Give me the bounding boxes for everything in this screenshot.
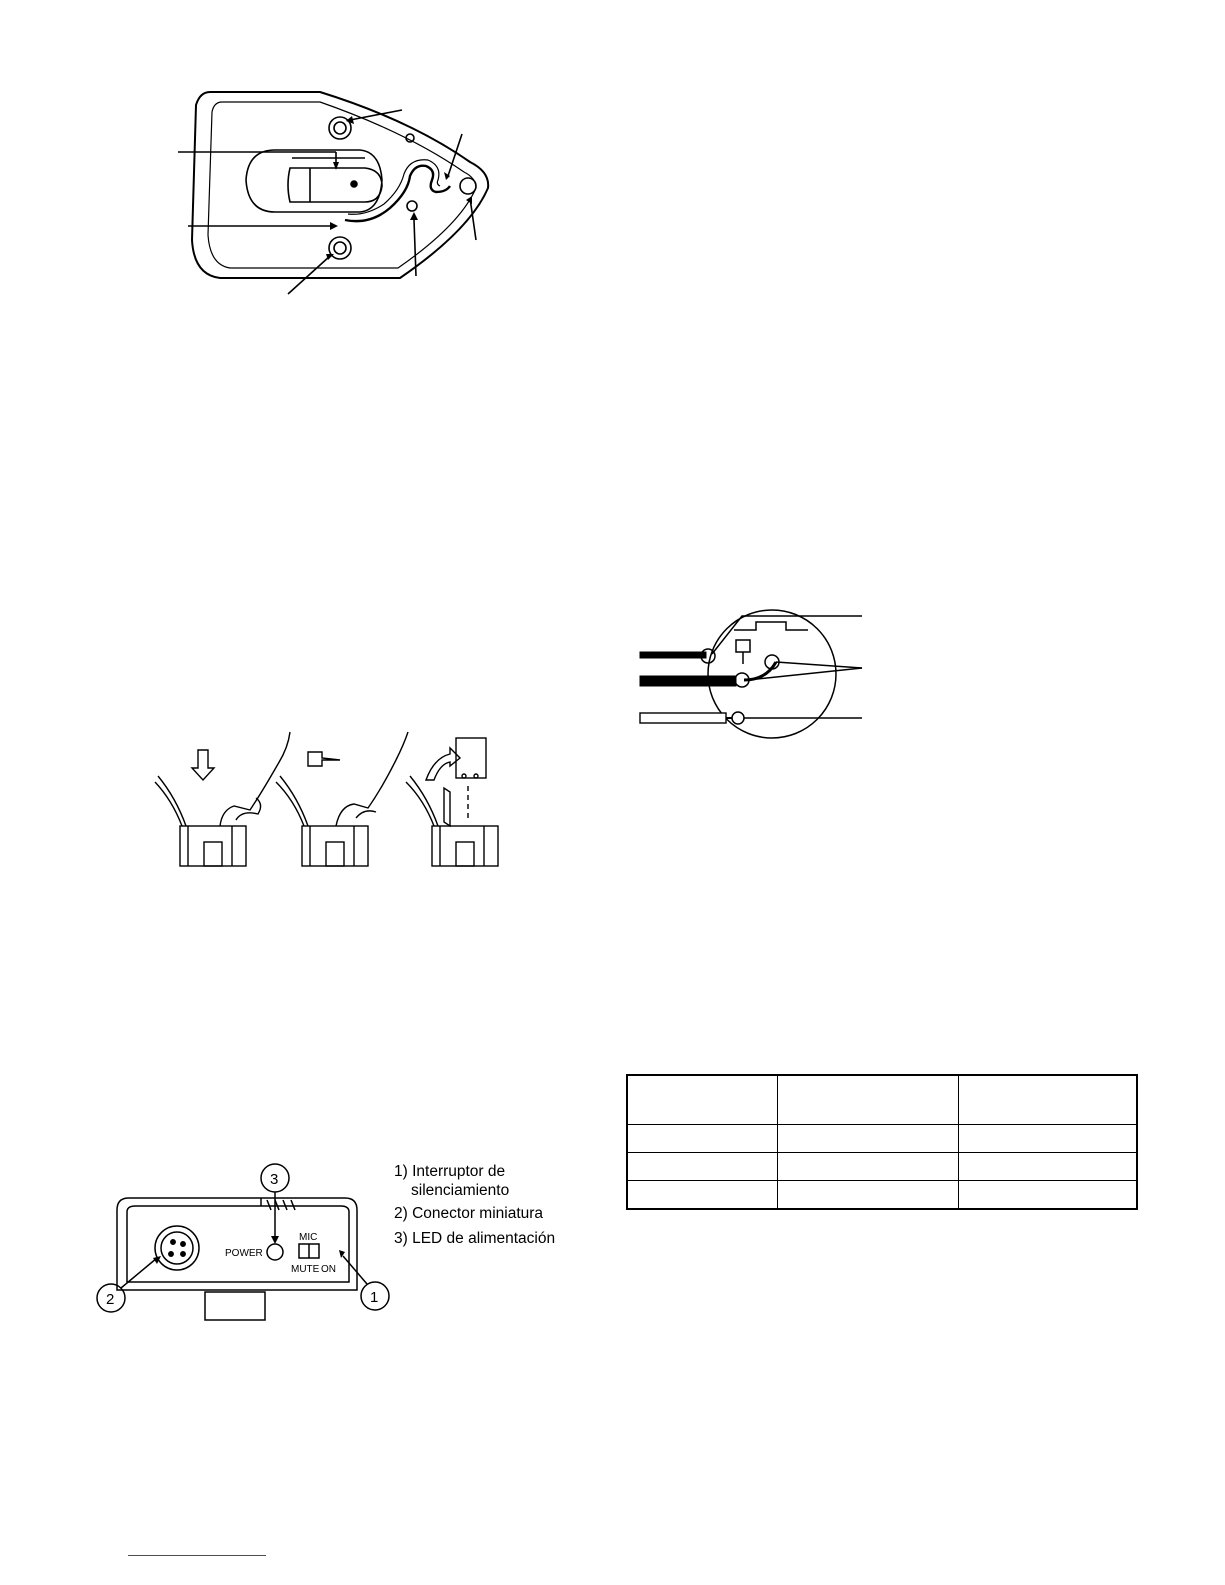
table-header-row — [627, 1075, 1137, 1125]
table-cell — [627, 1153, 778, 1181]
table-cell — [959, 1075, 1138, 1125]
table-cell — [627, 1075, 778, 1125]
footer-link-underline[interactable] — [128, 1555, 266, 1556]
legend-item-1-line1: 1) Interruptor de — [394, 1163, 506, 1180]
transmitter-top-panel-diagram — [95, 1160, 395, 1325]
mic-label: MIC — [299, 1232, 318, 1243]
legend-item-1-line2: silenciamiento — [411, 1182, 510, 1199]
callout-3: 3 — [270, 1171, 279, 1188]
power-label: POWER — [225, 1248, 263, 1259]
table-row — [627, 1153, 1137, 1181]
connector-wiring-diagram — [636, 600, 876, 740]
table-cell — [627, 1125, 778, 1153]
table-cell — [778, 1125, 959, 1153]
table-cell — [627, 1181, 778, 1210]
clip-mount-diagram — [170, 80, 510, 300]
on-label: ON — [321, 1264, 336, 1275]
legend-item-mute-switch — [394, 1162, 555, 1200]
table-cell — [959, 1153, 1138, 1181]
legend-item-power-led: 3) LED de alimentación — [394, 1230, 556, 1247]
table-cell — [959, 1181, 1138, 1210]
battery-installation-diagram — [150, 730, 510, 870]
table-row — [627, 1125, 1137, 1153]
transmitter-legend — [394, 1162, 555, 1254]
callout-2: 2 — [106, 1291, 115, 1308]
specification-table — [626, 1074, 1138, 1210]
table-cell — [778, 1181, 959, 1210]
legend-item-connector: 2) Conector miniatura — [394, 1205, 544, 1222]
table-row — [627, 1181, 1137, 1210]
table-cell — [778, 1153, 959, 1181]
callout-1: 1 — [370, 1289, 379, 1306]
table-cell — [959, 1125, 1138, 1153]
table-cell — [778, 1075, 959, 1125]
mute-label: MUTE — [291, 1264, 320, 1275]
